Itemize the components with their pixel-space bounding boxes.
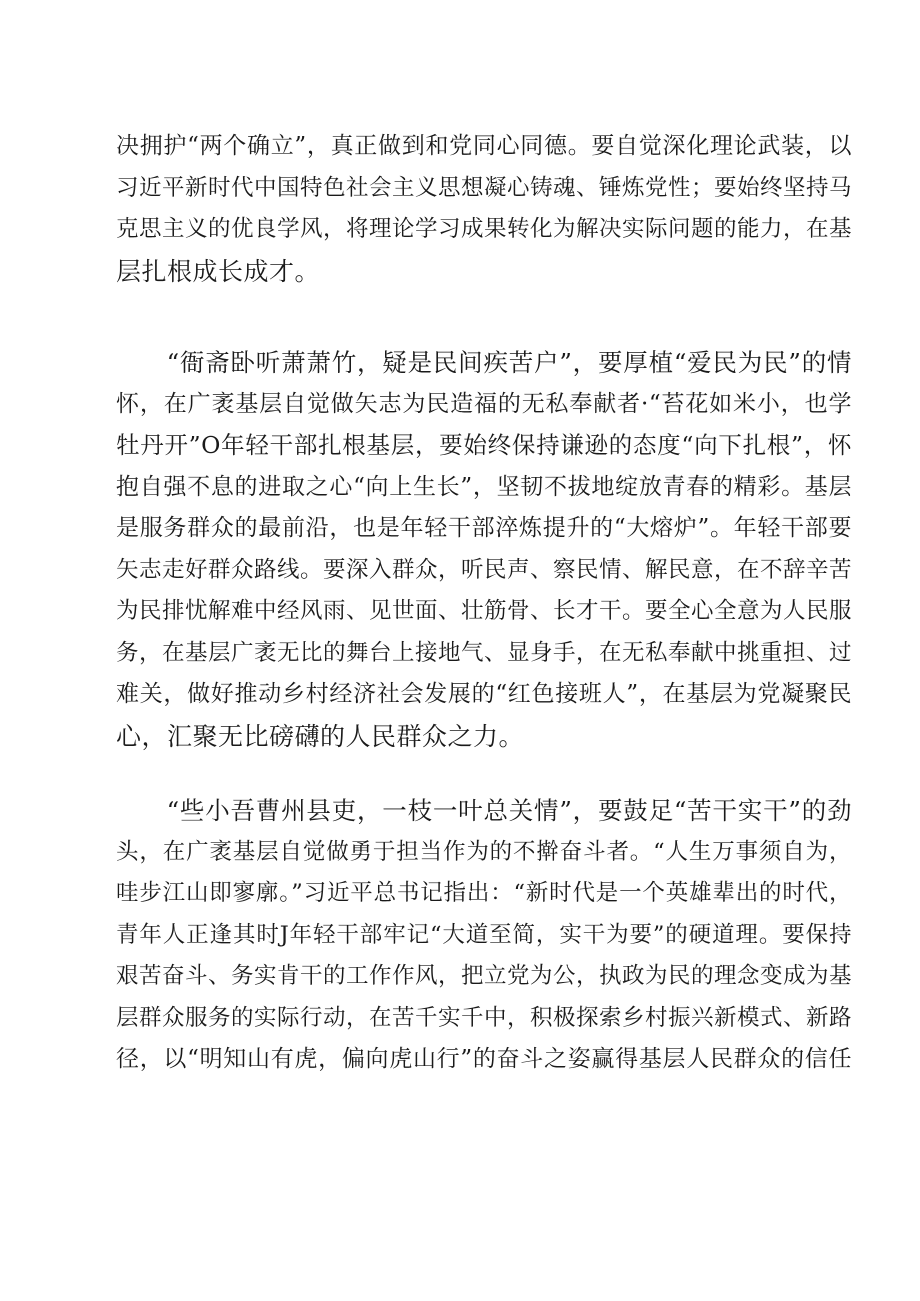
paragraph-line: 难关，做好推动乡村经济社会发展的“红色接班人”，在基层为党凝聚民 <box>116 681 852 707</box>
paragraph-line: 习近平新时代中国特色社会主义思想凝心铸魂、锤炼党性；要始终坚持马 <box>116 174 852 201</box>
paragraph-line: 牡丹开”O年轻干部扎根基层，要始终保持谦逊的态度“向下扎根”，怀 <box>116 431 852 459</box>
paragraph-line: 是服务群众的最前沿，也是年轻干部淬炼提升的“大熔炉”。年轻干部要 <box>116 515 852 541</box>
paragraph-line: 层扎根成长成才。 <box>116 256 321 286</box>
paragraph-line: 克思主义的优良学风，将理论学习成果转化为解决实际问题的能力，在基 <box>116 216 852 242</box>
paragraph-2 <box>116 342 852 757</box>
paragraph-line: 头，在广袤基层自觉做勇于担当作为的不擀奋斗者。“人生万事须自为， <box>116 838 852 865</box>
paragraph-line: 抱自强不息的进取之心“向上生长”，坚韧不拔地绽放青春的精彩。基层 <box>116 473 852 500</box>
paragraph-line: 青年人正逢其时J年轻干部牢记“大道至简，实干为要”的硬道理。要保持 <box>116 921 852 948</box>
paragraph-line: 层群众服务的实际行动，在苦千实千中，积极探索乡村振兴新模式、新路 <box>116 1004 852 1031</box>
paragraph-line: 哇步江山即寥廓。”习近平总书记指出：“新时代是一个英雄辈出的时代， <box>116 880 852 906</box>
paragraph-3 <box>116 790 852 1081</box>
paragraph-1 <box>116 126 852 292</box>
paragraph-line: 径，以“明知山有虎，偏向虎山行”的奋斗之姿赢得基层人民群众的信任 <box>116 1046 852 1072</box>
paragraph-line: 怀，在广袤基层自觉做矢志为民造福的无私奉献者·“苔花如米小，也学 <box>116 390 852 417</box>
paragraph-line: 艰苦奋斗、务实肯干的工作作风，把立党为公，执政为民的理念变成为基 <box>116 963 852 989</box>
paragraph-line: 为民排忧解难中经风雨、见世面、壮筋骨、长才干。要全心全意为人民服 <box>116 598 852 624</box>
paragraph-line: 心，汇聚无比磅礴的人民群众之力。 <box>116 721 525 751</box>
paragraph-line: 矢志走好群众路线。要深入群众，听民声、察民情、解民意，在不辞辛苦 <box>116 556 852 583</box>
paragraph-line: “衙斋卧听萧萧竹，疑是民间疾苦户”，要厚植“爱民为民”的情 <box>116 348 852 377</box>
paragraph-line: “些小吾曹州县吏，一枝一叶总关情”，要鼓足“苦干实干”的劲 <box>116 796 852 825</box>
paragraph-line: 决拥护“两个确立”，真正做到和党同心同德。要自觉深化理论武装，以 <box>116 133 852 159</box>
paragraph-line: 务，在基层广袤无比的舞台上接地气、显身手，在无私奉献中挑重担、过 <box>116 639 852 666</box>
